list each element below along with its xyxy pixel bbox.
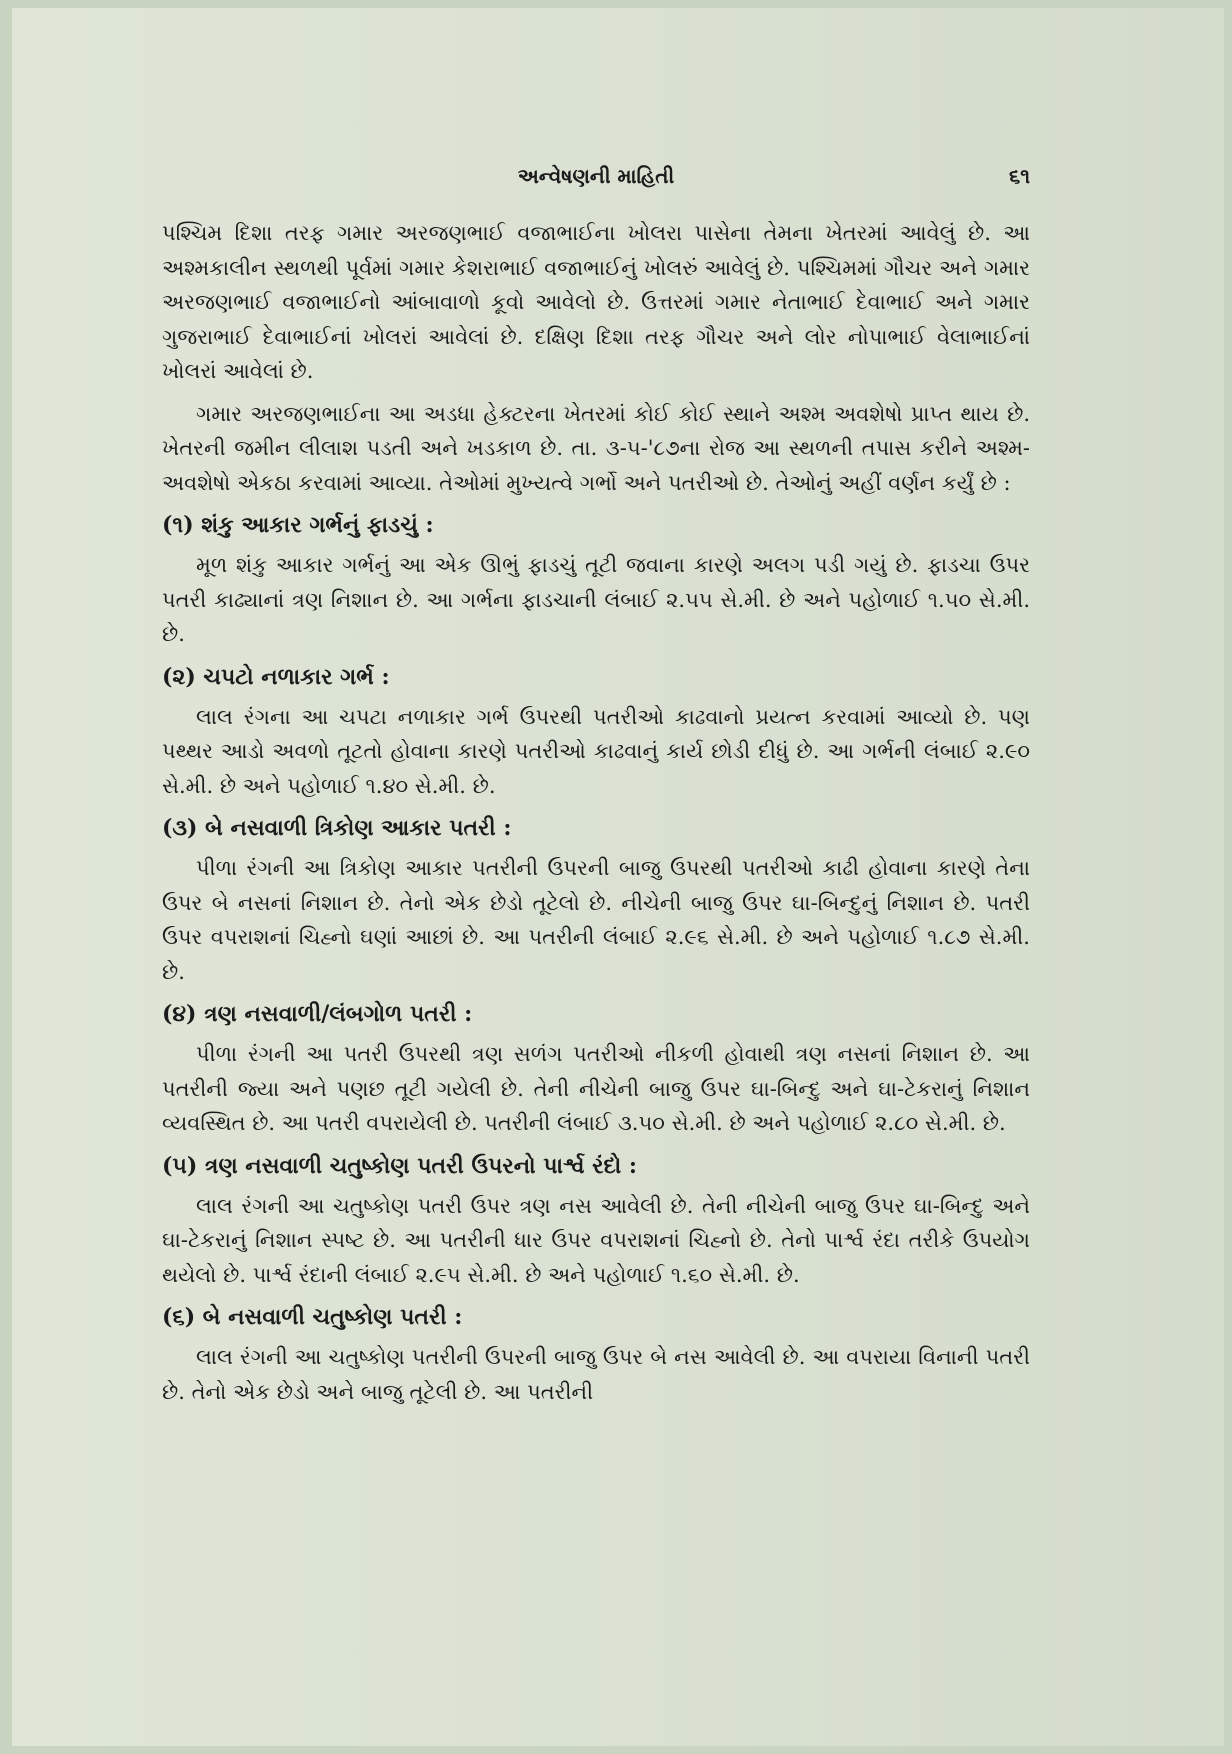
section-heading-2: (૨) ચપટો નળાકાર ગર્ભ : bbox=[162, 663, 390, 690]
section-heading-4: (૪) ત્રણ નસવાળી/લંબગોળ પતરી : bbox=[162, 1001, 473, 1027]
section-body-4: પીળા રંગની આ પતરી ઉપરથી ત્રણ સળંગ પતરીઓ નીકળી હોવાથી ત્રણ નસનાં નિશાન છે. આ પતરીની જ્યા અને પણછ તૂટી ગયેલી છે. તેની નીચેની બાજુ ઉપર ઘા-બિન્દુ અને ઘા-ટેકરાનું નિશાન વ્યવસ્થિત છે. આ પતરી વપરાયેલી છે. પતરીની લંબાઈ ૩.૫૦ સે.મી. છે અને પહોળાઈ ૨.૮૦ સે.મી. છે. bbox=[162, 1042, 1030, 1135]
paragraph-field-description: ગમાર અરજણભાઈના આ અડધા હેક્ટરના ખેતરમાં કોઈ કોઈ સ્થાને અશ્મ અવશેષો પ્રાપ્ત થાય છે. ખેતરની જમીન લીલાશ પડતી અને ખડકાળ છે. તા. ૩-૫-'૮૭ના રોજ આ સ્થળની તપાસ કરીને અશ્મ-અવશેષો એકઠા કરવામાં આવ્યા. તેઓમાં મુખ્યત્વે ગર્ભો અને પતરીઓ છે. તેઓનું અહીં વર્ણન કર્યું છે : bbox=[162, 401, 1030, 495]
page-header bbox=[162, 164, 1030, 216]
section-heading-5: (૫) ત્રણ નસવાળી ચતુષ્કોણ પતરી ઉપરનો પાર્શ્વ રંદો : bbox=[162, 1152, 638, 1179]
section-body-5: લાલ રંગની આ ચતુષ્કોણ પતરી ઉપર ત્રણ નસ આવેલી છે. તેની નીચેની બાજુ ઉપર ઘા-બિન્દુ અને ઘા-ટેકરાનું નિશાન સ્પષ્ટ છે. આ પતરીની ધાર ઉપર વપરાશનાં ચિહ્નો છે. તેનો પાર્શ્વ રંદા તરીકે ઉપયોગ થયેલો છે. પાર્શ્વ રંદાની લંબાઈ ૨.૯૫ સે.મી. છે અને પહોળાઈ ૧.૬૦ સે.મી. છે. bbox=[162, 1193, 1030, 1287]
section-body-1: મૂળ શંકુ આકાર ગર્ભનું આ એક ઊભું ફાડચું તૂટી જવાના કારણે અલગ પડી ગયું છે. ફાડચા ઉપર પતરી કાઢ્યાનાં ત્રણ નિશાન છે. આ ગર્ભના ફાડચાની લંબાઈ ૨.૫૫ સે.મી. છે અને પહોળાઈ ૧.૫૦ સે.મી. છે. bbox=[162, 553, 1030, 646]
section-heading-1: (૧) શંકુ આકાર ગર્ભનું ફાડચું : bbox=[162, 512, 434, 538]
paragraph-location: પશ્ચિમ દિશા તરફ ગમાર અરજણભાઈ વજાભાઈના ખોલરા પાસેના તેમના ખેતરમાં આવેલું છે. આ અશ્મકાલીન સ્થળથી પૂર્વમાં ગમાર કેશરાભાઈ વજાભાઈનું ખોલરું આવેલું છે. પશ્ચિમમાં ગૌચર અને ગમાર અરજણભાઈ વજાભાઈનો આંબાવાળો કૂવો આવેલો છે. ઉત્તરમાં ગમાર નેતાભાઈ દેવાભાઈ અને ગમાર ગુજરાભાઈ દેવાભાઈનાં ખોલરાં આવેલાં છે. દક્ષિણ દિશા તરફ ગૌચર અને લોર નોપાભાઈ વેલાભાઈનાં ખોલરાં આવેલાં છે. bbox=[162, 221, 1030, 383]
running-title: અન્વેષણની માહિતી bbox=[517, 164, 675, 188]
section-heading-3: (૩) બે નસવાળી ત્રિકોણ આકાર પતરી : bbox=[162, 815, 512, 841]
page-text-block bbox=[162, 164, 1030, 1417]
section-body-6: લાલ રંગની આ ચતુષ્કોણ પતરીની ઉપરની બાજુ ઉપર બે નસ આવેલી છે. આ વપરાયા વિનાની પતરી છે. તેનો એક છેડો અને બાજુ તૂટેલી છે. આ પતરીની bbox=[162, 1345, 1030, 1404]
section-body-3: પીળા રંગની આ ત્રિકોણ આકાર પતરીની ઉપરની બાજુ ઉપરથી પતરીઓ કાઢી હોવાના કારણે તેના ઉપર બે નસનાં નિશાન છે. તેનો એક છેડો તૂટેલો છે. નીચેની બાજુ ઉપર ઘા-બિન્દુનું નિશાન છે. પતરી ઉપર વપરાશનાં ચિહ્નો ઘણાં આછાં છે. આ પતરીની લંબાઈ ૨.૯૬ સે.મી. છે અને પહોળાઈ ૧.૮૭ સે.મી. છે. bbox=[162, 856, 1030, 984]
page-number: ૬૧ bbox=[1009, 164, 1030, 188]
section-body-2: લાલ રંગના આ ચપટા નળાકાર ગર્ભ ઉપરથી પતરીઓ કાઢવાનો પ્રયત્ન કરવામાં આવ્યો છે. પણ પથ્થર આડો અવળો તૂટતો હોવાના કારણે પતરીઓ કાઢવાનું કાર્ય છોડી દીધું છે. આ ગર્ભની લંબાઈ ૨.૯૦ સે.મી. છે અને પહોળાઈ ૧.૪૦ સે.મી. છે. bbox=[162, 704, 1030, 798]
section-heading-6: (૬) બે નસવાળી ચતુષ્કોણ પતરી : bbox=[162, 1304, 463, 1330]
book-page bbox=[12, 8, 1224, 1746]
